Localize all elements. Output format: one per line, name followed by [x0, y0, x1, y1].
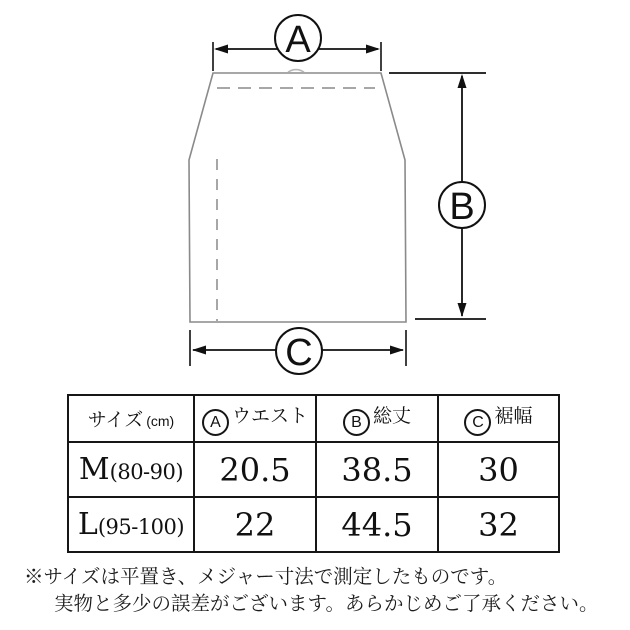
size-unit: (cm) [146, 413, 175, 429]
size-m: M [78, 452, 110, 487]
dimension-c [190, 328, 406, 374]
total-length-label: 総丈 [372, 406, 411, 427]
header-hem-width [438, 395, 559, 442]
dimension-a-label: A [285, 19, 311, 61]
size-l-cell [68, 497, 194, 552]
circled-a-icon: A [202, 409, 229, 436]
l-total-length-value: 44.5 [316, 497, 438, 552]
header-total-length [316, 395, 438, 442]
measurement-note-line1: ※サイズは平置き、メジャー寸法で測定したものです。 [24, 565, 508, 588]
header-size [68, 395, 194, 442]
dimension-c-label: C [285, 332, 313, 374]
circled-c-icon: C [464, 409, 491, 436]
dimension-a [213, 15, 381, 71]
size-table [67, 394, 560, 553]
size-m-range: (80-90) [109, 460, 184, 484]
arrow-down-icon [458, 303, 467, 317]
table-header-row [68, 395, 559, 442]
arrow-right-icon [366, 45, 380, 54]
m-waist-value: 20.5 [194, 442, 316, 497]
table-row-m [68, 442, 559, 497]
waist-label: ウエスト [231, 406, 308, 427]
table-row-l [68, 497, 559, 552]
arrow-up-icon [458, 74, 467, 88]
dimension-b-label: B [449, 186, 475, 228]
l-hem-width-value: 32 [438, 497, 559, 552]
size-m-cell [68, 442, 194, 497]
l-waist-value: 22 [194, 497, 316, 552]
size-l-range: (95-100) [97, 515, 185, 539]
size-label: サイズ [87, 410, 144, 431]
arrow-left-icon [192, 346, 206, 355]
measurement-note-line2: 実物と多少の誤差がございます。あらかじめご了承ください。 [54, 592, 599, 615]
circled-b-icon: B [343, 409, 370, 436]
hem-width-label: 裾幅 [494, 406, 533, 427]
waist-center-tab [288, 70, 304, 73]
m-total-length-value: 38.5 [316, 442, 438, 497]
header-waist [194, 395, 316, 442]
arrow-left-icon [214, 45, 228, 54]
m-hem-width-value: 30 [438, 442, 559, 497]
arrow-right-icon [390, 346, 404, 355]
size-l: L [77, 507, 98, 542]
skirt-outline [189, 73, 406, 322]
